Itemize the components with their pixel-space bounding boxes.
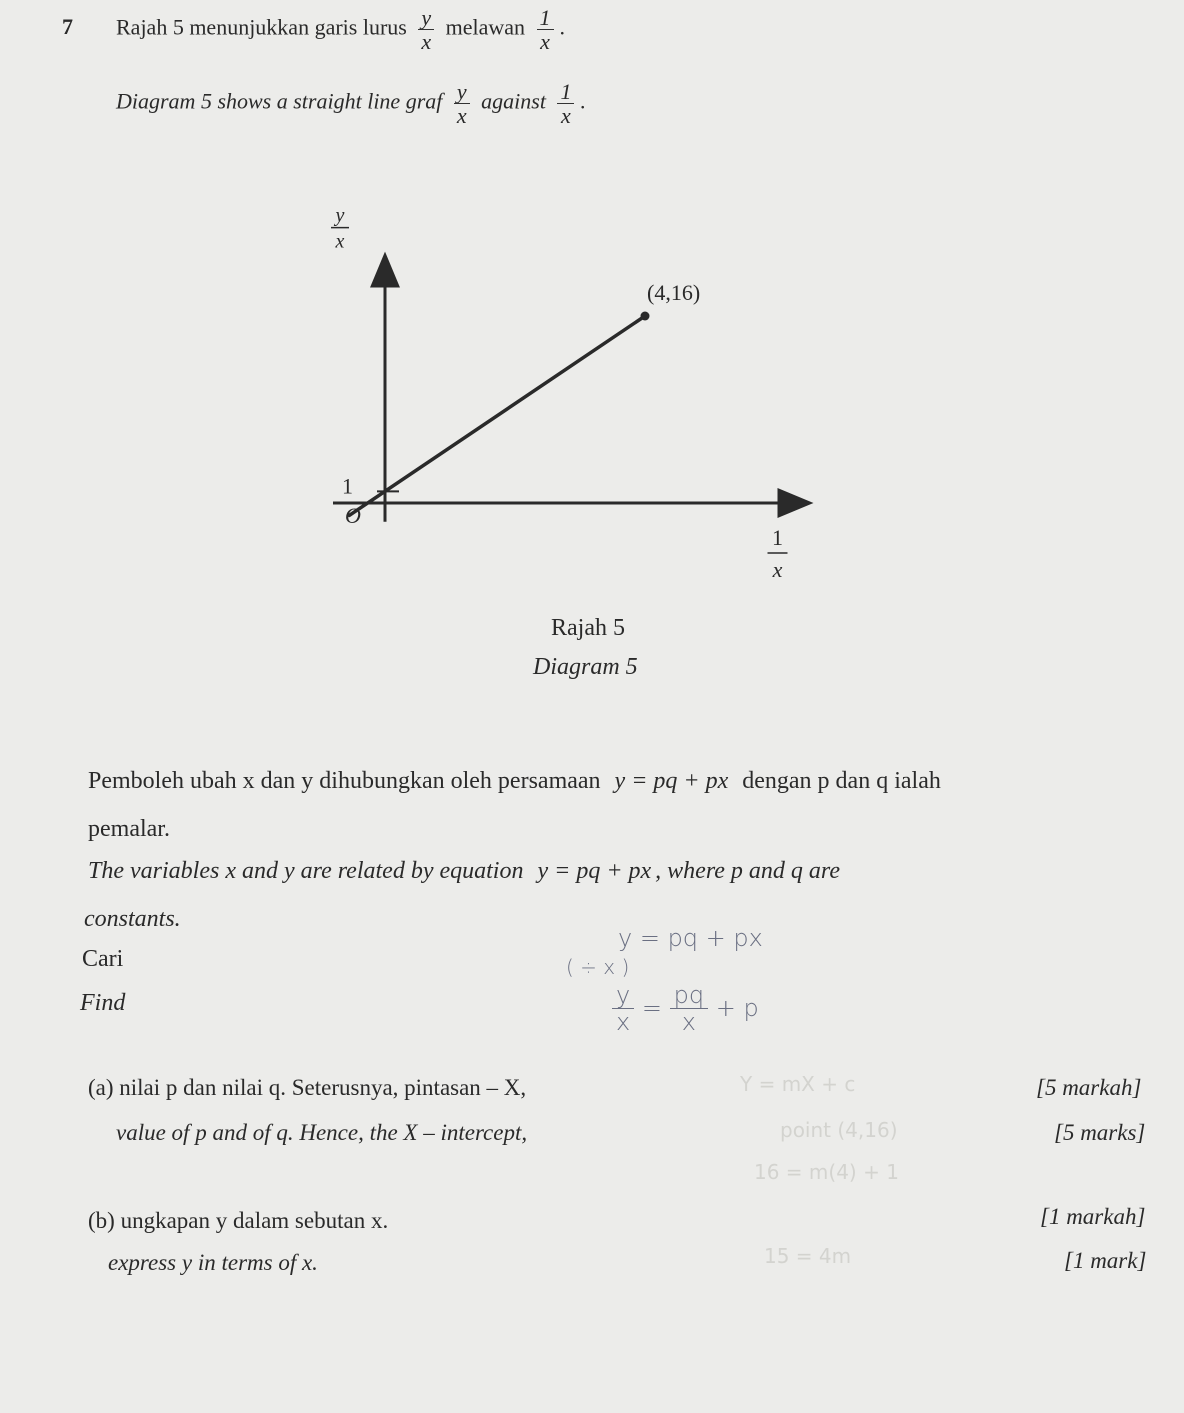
part-b-malay: (b) ungkapan y dalam sebutan x.: [88, 1208, 389, 1233]
graph-y-over-x-vs-1-over-x: [0, 0, 1184, 600]
y-intercept-label: 1: [342, 473, 353, 499]
english-statement-b: , where p and q are: [655, 858, 841, 884]
frac-num: y: [454, 80, 470, 104]
point-label: (4,16): [647, 280, 701, 305]
frac-den: x: [456, 103, 467, 129]
question-number: 7: [62, 14, 73, 39]
intro-malay-against: melawan: [445, 14, 526, 40]
hw-rhs-num: pq: [670, 982, 708, 1009]
hw-frac-num: y: [612, 982, 634, 1009]
part-b-english: express y in terms of x.: [108, 1250, 318, 1275]
equation: y = pq + px: [614, 768, 729, 794]
straight-line-series: [349, 316, 645, 515]
y-axis-label-denominator: x: [335, 230, 345, 253]
handwriting-line3: $\frac{y}{x}$ = $\frac{pq}{x}$ + p: [612, 982, 759, 1036]
intro-english-dot: .: [580, 88, 586, 114]
part-b-english-marks: [1 mark]: [1064, 1248, 1147, 1273]
intro-english-text: Diagram 5 shows a straight line graf: [116, 88, 443, 114]
data-point-4-16: [641, 312, 650, 321]
part-b-malay-marks: [1 markah]: [1040, 1204, 1146, 1229]
english-statement-line1: [88, 858, 840, 885]
x-axis-label-numerator: 1: [772, 525, 783, 550]
intro-english-against: against: [481, 88, 546, 114]
frac-num: y: [418, 6, 434, 30]
intro-malay-dot: .: [559, 14, 566, 40]
y-axis-label-numerator: y: [335, 204, 345, 227]
malay-statement-line1: [88, 768, 941, 795]
frac-num: 1: [537, 6, 554, 30]
part-a-english: value of p and of q. Hence, the X – intercept,: [116, 1120, 528, 1145]
origin-label: O: [345, 503, 361, 528]
part-a-malay-marks: [5 markah]: [1036, 1075, 1142, 1100]
frac-den: x: [540, 29, 550, 55]
english-statement-line2: constants.: [84, 906, 181, 932]
frac-den: x: [421, 29, 432, 55]
frac-num: 1: [557, 80, 574, 104]
faint-working-3: 16 = m(4) + 1: [754, 1160, 899, 1184]
find-malay: Cari: [82, 946, 124, 972]
handwriting-line2: ( ÷ x ): [566, 955, 630, 979]
hw-rhs-den: x: [681, 1008, 696, 1037]
faint-working-1: Y = mX + c: [740, 1072, 856, 1096]
caption-english: Diagram 5: [533, 654, 638, 680]
faint-working-4: 15 = 4m: [764, 1244, 852, 1268]
hw-frac-den: x: [616, 1008, 631, 1037]
find-english: Find: [80, 990, 126, 1016]
frac-den: x: [561, 103, 571, 129]
part-a-english-marks: [5 marks]: [1054, 1120, 1146, 1145]
hw-tail: + p: [715, 993, 759, 1022]
faint-working-2: point (4,16): [780, 1118, 898, 1142]
english-statement-a: The variables x and y are related by equation: [88, 858, 524, 884]
caption-malay: Rajah 5: [551, 615, 625, 641]
x-axis-label-denominator: x: [772, 557, 783, 582]
part-a-malay: (a) nilai p dan nilai q. Seterusnya, pintasan – X,: [88, 1075, 527, 1100]
malay-statement-b: dengan p dan q ialah: [742, 768, 941, 794]
malay-statement-a: Pemboleh ubah x dan y dihubungkan oleh persamaan: [88, 768, 601, 794]
malay-statement-line2: pemalar.: [88, 816, 170, 842]
intro-malay-text: Rajah 5 menunjukkan garis lurus: [116, 14, 407, 40]
handwriting-line1: y = pq + px: [618, 924, 763, 952]
equation-english: y = pq + px: [537, 858, 652, 884]
